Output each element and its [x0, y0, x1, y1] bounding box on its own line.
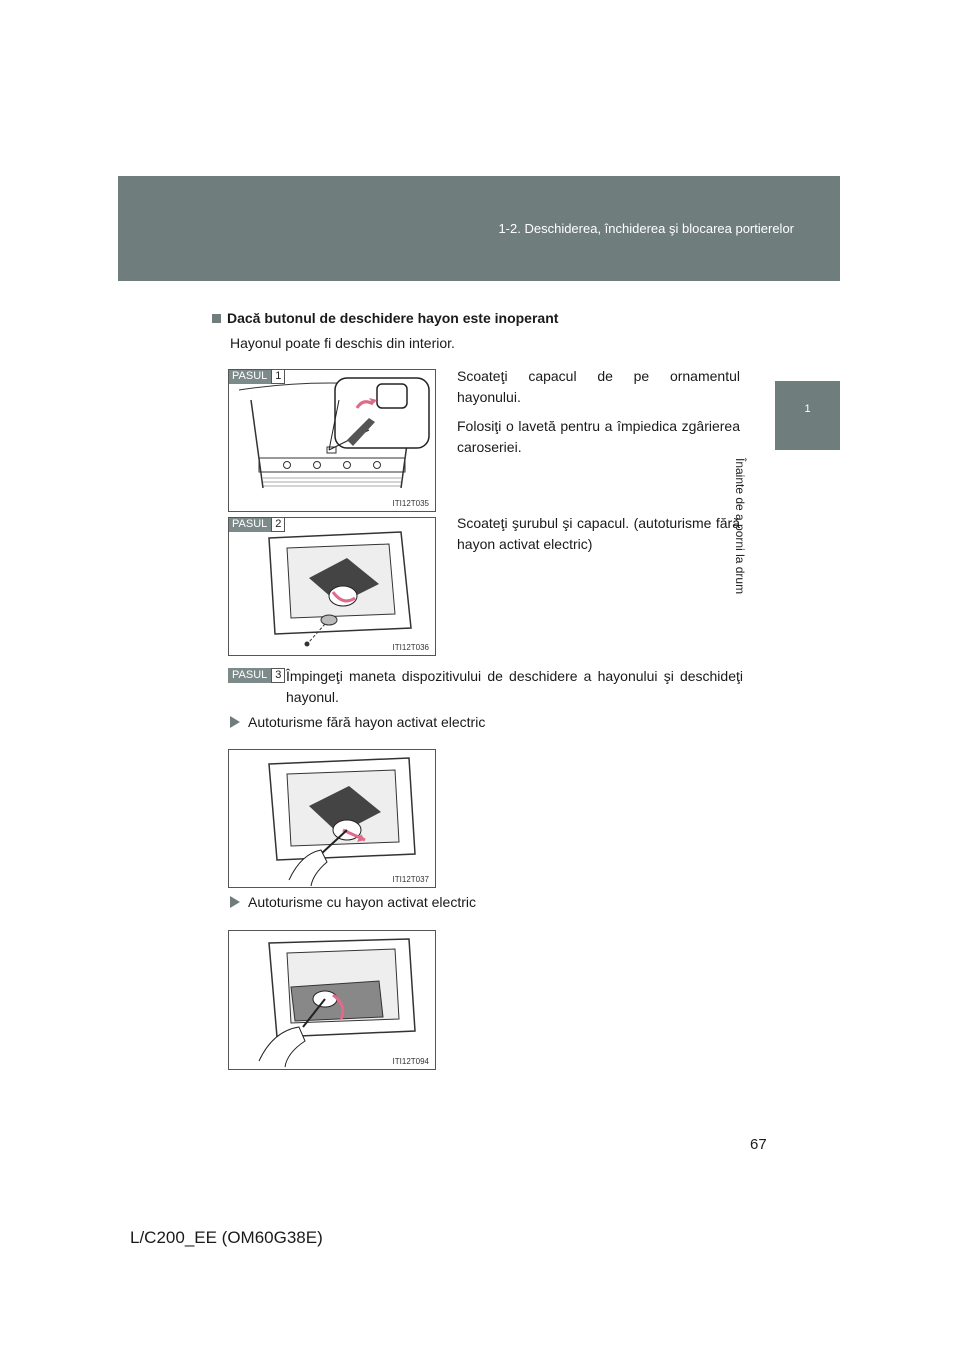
figure-code: ITI12T035 [392, 499, 429, 508]
step-1-text: Scoateţi capacul de pe ornamentul hayonului. Folosiţi o lavetă pentru a împiedica zgârierea caroseriei. [457, 368, 740, 455]
step-3-text: Împingeţi maneta dispozitivului de deschidere a hayonului şi deschideţi hayonul. [286, 668, 743, 705]
tailgate-trim-illustration [229, 370, 435, 511]
cover-screw-illustration [229, 518, 435, 655]
section-heading: Dacă butonul de deschidere hayon este inoperant [212, 310, 558, 326]
figure-variant-1 [228, 749, 436, 888]
figure-step-2 [228, 517, 436, 656]
footer-model-code: L/C200_EE (OM60G38E) [130, 1228, 323, 1247]
lever-push-manual-illustration [229, 750, 435, 887]
figure-code: ITI12T037 [392, 875, 429, 884]
chapter-number: 1 [804, 403, 811, 415]
square-bullet-icon [212, 314, 221, 323]
step-1-badge: PASUL 1 [228, 369, 285, 384]
chapter-label: Înainte de a porni la drum [732, 458, 747, 595]
figure-code: ITI12T036 [392, 643, 429, 652]
variant-2-label: Autoturisme cu hayon activat electric [230, 894, 476, 910]
variant-1-label: Autoturisme fără hayon activat electric [230, 714, 485, 730]
triangle-bullet-icon [230, 716, 240, 728]
lever-push-power-illustration [229, 931, 435, 1069]
header-band [118, 176, 840, 281]
figure-variant-2 [228, 930, 436, 1070]
triangle-bullet-icon [230, 896, 240, 908]
figure-step-1 [228, 369, 436, 512]
figure-code: ITI12T094 [392, 1057, 429, 1066]
page-number: 67 [750, 1136, 767, 1153]
chapter-tab [775, 381, 840, 450]
step-2-badge: PASUL 2 [228, 517, 285, 532]
step-3-badge: PASUL 3 [228, 668, 285, 683]
step-2-text: Scoateţi şurubul şi capacul. (autoturisme fără hayon activat electric) [457, 515, 740, 552]
header-title: 1-2. Deschiderea, închiderea şi blocarea portierelor [498, 221, 794, 236]
section-intro: Hayonul poate fi deschis din interior. [230, 335, 455, 351]
